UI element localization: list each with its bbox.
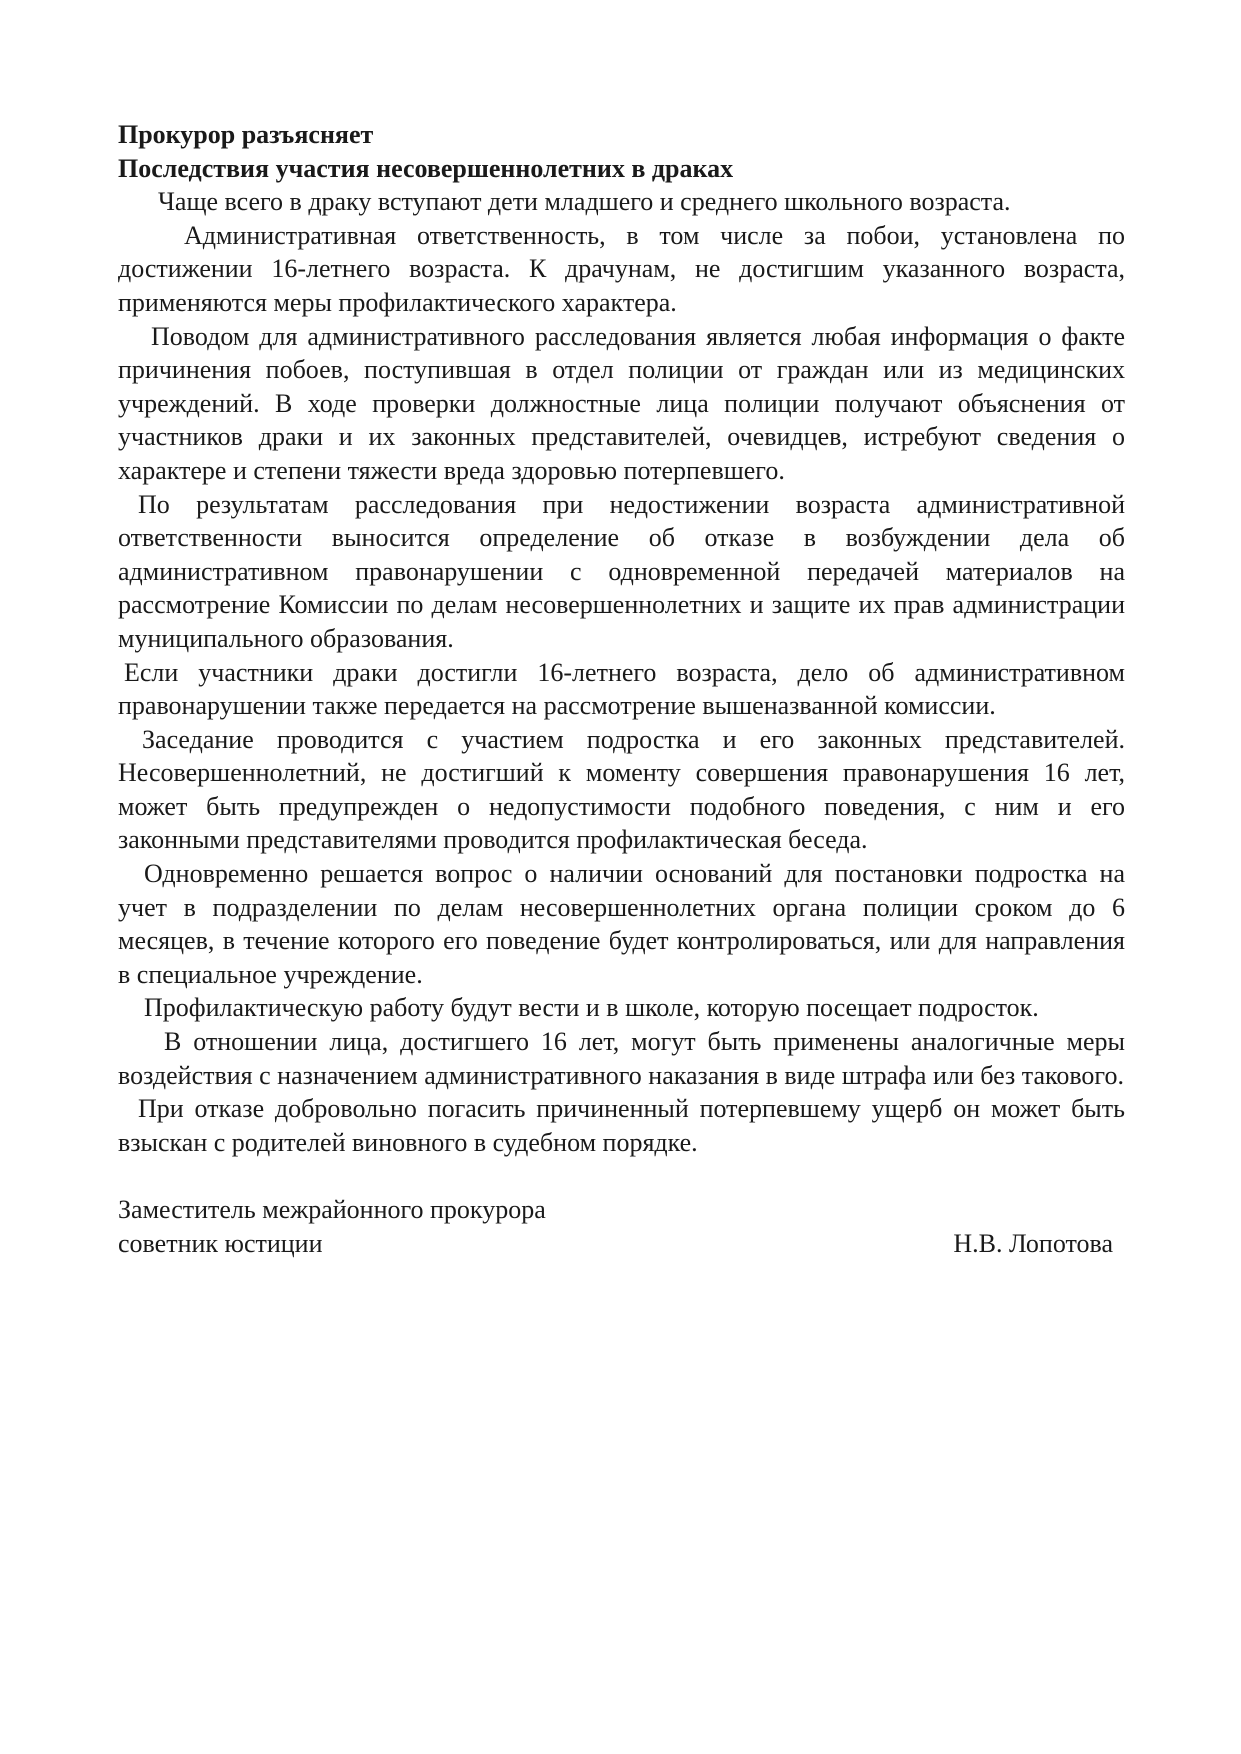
paragraph: Административная ответственность, в том числе за побои, установлена по достижении 16-летнего возраста. К драчунам, не достигшим указанного возраста, применяются меры профилактического характера. — [118, 220, 1125, 317]
signer-rank: советник юстиции — [118, 1229, 323, 1258]
document-subtitle: Последствия участия несовершеннолетних в драках — [118, 153, 734, 183]
paragraph: Поводом для административного расследования является любая информация о факте причинения побоев, поступившая в отдел полиции от граждан или из медицинских учреждений. В ходе проверки должностные лица полиции получают объяснения от участников драки и их законных представителей, очевидцев, истребуют сведения о характере и степени тяжести вреда здоровью потерпевшего. — [118, 321, 1125, 485]
document-title: Прокурор разъясняет — [118, 120, 374, 149]
paragraph: В отношении лица, достигшего 16 лет, могут быть применены аналогичные меры воздействия с назначением административного наказания в виде штрафа или без такового. — [118, 1027, 1125, 1090]
paragraph: При отказе добровольно погасить причиненный потерпевшему ущерб он может быть взыскан с родителей виновного в судебном порядке. — [118, 1094, 1125, 1157]
paragraph: Если участники драки достигли 16-летнего возраста, дело об административном правонарушении также передается на рассмотрение вышеназванной комиссии. — [118, 657, 1125, 721]
document-body — [118, 118, 1125, 1261]
paragraph: Чаще всего в драку вступают дети младшего и среднего школьного возраста. — [158, 187, 1011, 217]
signature-row — [118, 1227, 1125, 1261]
paragraph: Заседание проводится с участием подростка и его законных представителей. Несовершеннолетний, не достигший к моменту совершения правонарушения 16 лет, может быть предупрежден о недопустимости подобного поведения, с ним и его законными представителями проводится профилактическая беседа. — [118, 724, 1125, 855]
paragraph: Одновременно решается вопрос о наличии оснований для постановки подростка на учет в подразделении по делам несовершеннолетних органа полиции сроком до 6 месяцев, в течение которого его поведение будет контролироваться, или для направления в специальное учреждение. — [118, 859, 1125, 989]
signer-name: Н.В. Лопотова — [953, 1229, 1113, 1258]
signer-position: Заместитель межрайонного прокурора — [118, 1195, 546, 1225]
paragraph: Профилактическую работу будут вести и в школе, которую посещает подросток. — [144, 993, 1039, 1023]
paragraph: По результатам расследования при недостижении возраста административной ответственности выносится определение об отказе в возбуждении дела об административном правонарушении с одновременной передачей материалов на рассмотрение Комиссии по делам несовершеннолетних и защите их прав администрации муниципального образования. — [118, 489, 1125, 653]
signature-block — [118, 1193, 1125, 1260]
